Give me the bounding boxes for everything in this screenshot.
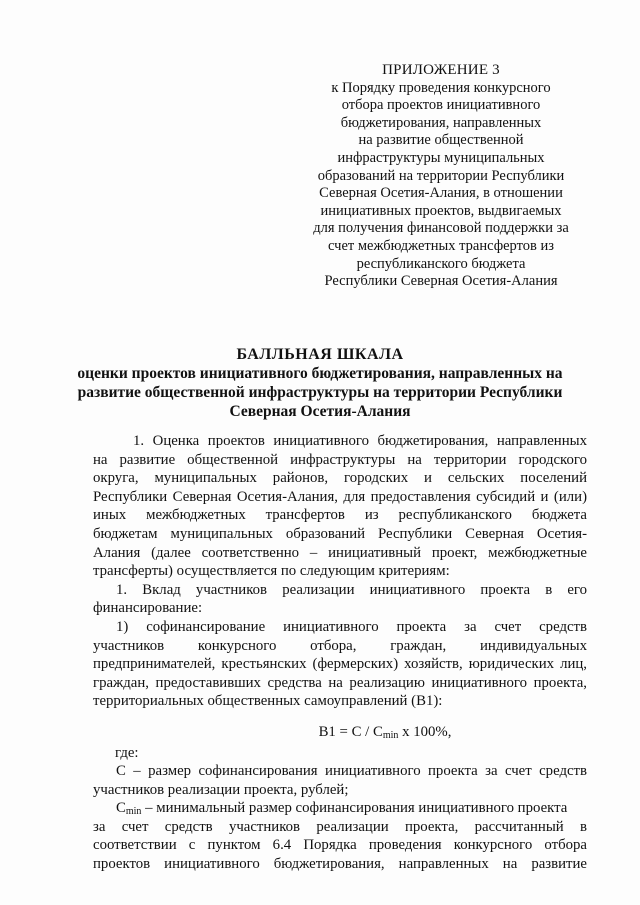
heading-line: Северная Осетия-Алания: [229, 403, 411, 420]
appendix-line: к Порядку проведения конкурсного: [331, 79, 551, 96]
formula-b1: [93, 723, 587, 742]
body-line: Республики Северная Осетия-Алания, для предоставления субсидий и (или): [93, 488, 587, 505]
body-line: участников реализации проекта, рублей;: [93, 781, 349, 798]
formula-right: x 100%,: [398, 723, 452, 740]
appendix-line: для получения финансовой поддержки за: [313, 220, 569, 237]
body-line-cmin: [93, 799, 587, 818]
appendix-line: инициативных проектов, выдвигаемых: [320, 202, 562, 219]
body-line: предпринимателей, крестьянских (фермерских) хозяйств, юридических лиц,: [93, 656, 587, 673]
body-line: территориальных общественных самоуправлений (В1):: [93, 693, 443, 710]
body-line: округа, муниципальных районов, городских и сельских поселений: [93, 470, 587, 487]
where-label: где:: [115, 744, 139, 761]
appendix-line: отбора проектов инициативного: [341, 97, 541, 114]
body-line: на развитие общественной инфраструктуры на территории городского: [93, 451, 587, 468]
cmin-symbol: С: [116, 800, 126, 817]
appendix-header: [300, 62, 582, 291]
heading-title: БАЛЛЬНАЯ ШКАЛА: [236, 346, 404, 363]
document-body: [93, 432, 587, 874]
cmin-subscript: min: [125, 806, 142, 818]
formula-left: В1 = С / С: [318, 723, 383, 740]
body-line: С – размер софинансирования инициативного проекта за счет средств: [116, 763, 587, 780]
formula-subscript: min: [382, 729, 399, 741]
body-line: Алания (далее соответственно – инициативный проект, межбюджетные: [93, 544, 587, 561]
document-heading: [60, 345, 580, 421]
heading-line: развитие общественной инфраструктуры на территории Республики: [77, 384, 563, 401]
body-line: бюджетам муниципальных образований Республики Северная Осетия-: [93, 525, 587, 542]
body-line: соответствии с пунктом 6.4 Порядка проведения конкурсного отбора: [93, 837, 587, 854]
appendix-title: ПРИЛОЖЕНИЕ 3: [382, 62, 500, 78]
body-line: 1. Оценка проектов инициативного бюджетирования, направленных: [133, 433, 587, 449]
body-line: за счет средств участников реализации проекта, рассчитанный в: [93, 818, 587, 835]
appendix-line: Республики Северная Осетия-Алания: [324, 273, 558, 290]
appendix-line: на развитие общественной: [358, 132, 524, 149]
appendix-line: образований на территории Республики: [317, 167, 565, 184]
appendix-line: республиканского бюджета: [356, 255, 526, 272]
body-line: 1) софинансирование инициативного проекта за счет средств: [116, 618, 587, 635]
body-line: участников конкурсного отбора, граждан, индивидуальных: [93, 637, 587, 654]
appendix-line: счет межбюджетных трансфертов из: [328, 237, 554, 254]
appendix-line: бюджетирования, направленных: [340, 114, 542, 131]
appendix-line: Северная Осетия-Алания, в отношении: [319, 185, 563, 202]
body-line: граждан, предоставивших средства на реализацию инициативного проекта,: [93, 674, 587, 691]
body-line: иных межбюджетных трансфертов из республиканского бюджета: [93, 507, 587, 524]
body-line: финансирование:: [93, 600, 203, 617]
heading-line: оценки проектов инициативного бюджетирования, направленных на: [77, 365, 563, 382]
body-line: 1. Вклад участников реализации инициативного проекта в его: [116, 581, 587, 598]
cmin-definition: – минимальный размер софинансирования инициативного проекта: [141, 800, 568, 817]
body-line: проектов инициативного бюджетирования, направленных на развитие: [93, 856, 587, 873]
body-line: трансферты) осуществляется по следующим критериям:: [93, 563, 450, 580]
appendix-line: инфраструктуры муниципальных: [337, 149, 545, 166]
